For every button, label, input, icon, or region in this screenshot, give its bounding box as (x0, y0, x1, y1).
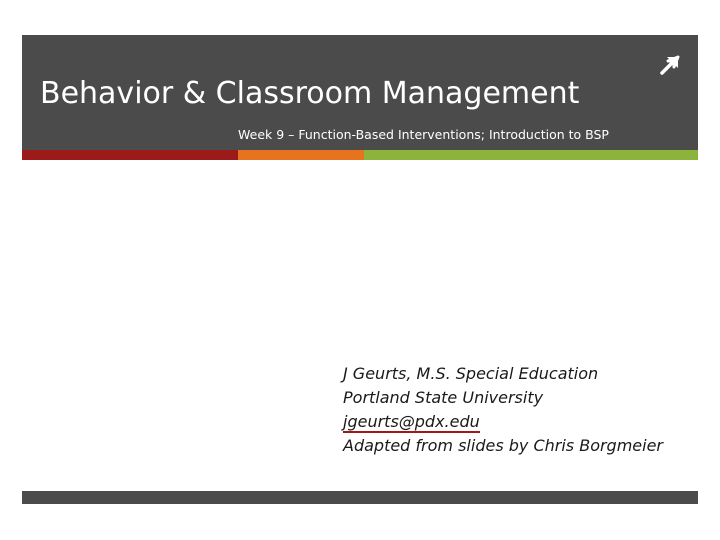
author-email-link[interactable]: jgeurts@pdx.edu (343, 412, 480, 431)
author-credit: Adapted from slides by Chris Borgmeier (343, 436, 664, 455)
author-name: J Geurts, M.S. Special Education (343, 364, 599, 383)
slide-title: Behavior & Classroom Management (40, 76, 580, 111)
footer-bar (22, 491, 698, 504)
accent-bar-red (22, 150, 238, 160)
author-institution: Portland State University (343, 388, 544, 407)
arrow-icon (657, 52, 683, 78)
slide-subtitle: Week 9 – Function-Based Interventions; Introduction to BSP (238, 127, 609, 142)
accent-bar-green (364, 150, 698, 160)
accent-bar-orange (238, 150, 364, 160)
author-block (343, 362, 663, 458)
